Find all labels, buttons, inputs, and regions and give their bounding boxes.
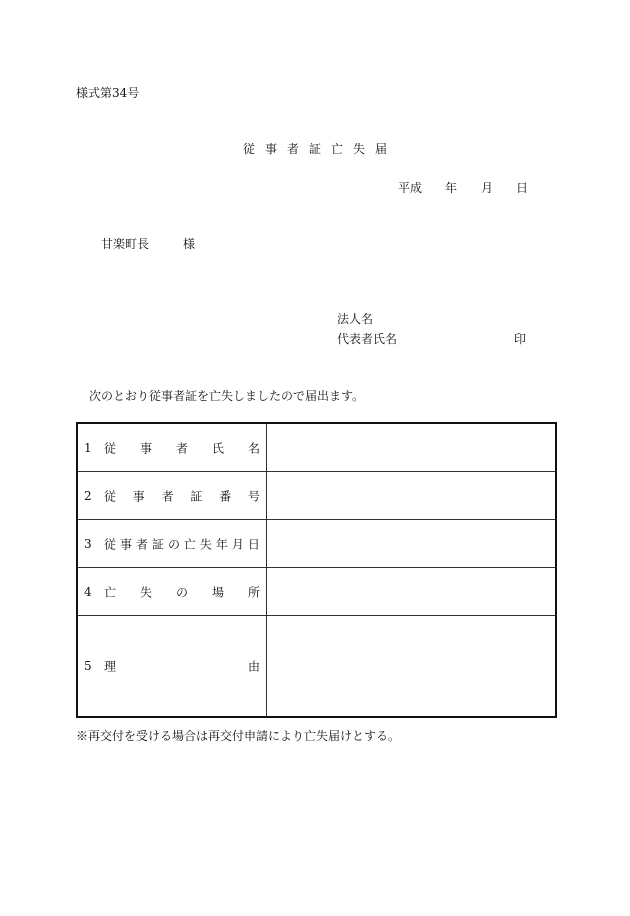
footnote: ※再交付を受ける場合は再交付申請により亡失届けとする。 — [76, 729, 401, 743]
corp-name-label: 法人名 — [337, 312, 374, 326]
row-number: 5 — [84, 659, 92, 673]
table-row — [78, 616, 555, 716]
representative-name-label: 代表者氏名 — [337, 332, 398, 346]
report-table — [76, 422, 557, 718]
row-label-cell — [78, 568, 267, 615]
row-label: 従 事 者 氏 名 — [104, 441, 260, 455]
row-label-cell — [78, 424, 267, 471]
row-label: 従 事 者 証 番 号 — [104, 489, 260, 503]
date-year-unit: 年 — [445, 181, 458, 195]
date-day-unit: 日 — [516, 181, 529, 195]
employee-name-field[interactable] — [267, 424, 555, 471]
addressee — [101, 235, 195, 252]
addressee-name: 甘楽町長 — [101, 237, 150, 251]
loss-place-field[interactable] — [267, 568, 555, 615]
table-row — [78, 472, 555, 520]
certificate-number-field[interactable] — [267, 472, 555, 519]
date-era: 平成 — [398, 181, 423, 195]
table-row — [78, 568, 555, 616]
row-number: 3 — [84, 536, 92, 551]
addressee-honorific: 様 — [183, 237, 196, 251]
row-number: 2 — [84, 488, 92, 503]
row-number: 4 — [84, 584, 92, 599]
row-label-cell — [78, 472, 267, 519]
table-row — [78, 424, 555, 472]
reason-field[interactable] — [267, 616, 555, 716]
seal-mark: 印 — [514, 332, 527, 346]
date-month-unit: 月 — [481, 181, 494, 195]
intro-text: 次のとおり従事者証を亡失しましたので届出ます。 — [89, 389, 365, 403]
form-number: 様式第34号 — [76, 86, 140, 100]
table-row — [78, 520, 555, 568]
row-label-cell — [78, 616, 267, 716]
document-title: 従 事 者 証 亡 失 届 — [242, 142, 388, 156]
row-label: 従 事 者 証 の 亡 失 年 月 日 — [104, 537, 260, 551]
row-number: 1 — [84, 440, 92, 455]
loss-date-field[interactable] — [267, 520, 555, 567]
row-label-cell — [78, 520, 267, 567]
row-label: 理 由 — [104, 659, 260, 674]
row-label: 亡 失 の 場 所 — [104, 585, 260, 599]
